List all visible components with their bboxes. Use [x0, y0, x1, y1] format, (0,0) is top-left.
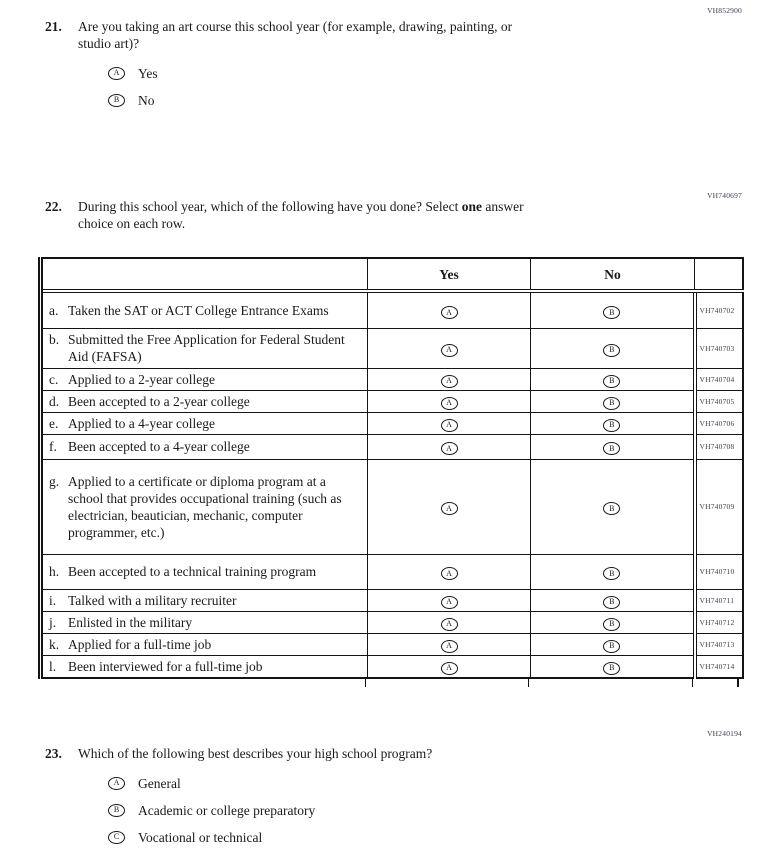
question-22	[45, 198, 638, 232]
row-letter: h.	[49, 564, 60, 579]
answer-bubble-b-icon[interactable]: B	[603, 419, 620, 432]
question-22-text-line2: choice on each row.	[78, 216, 186, 231]
question-21-text-line1: Are you taking an art course this school year (for example, drawing, painting, or	[78, 19, 513, 34]
table-row-g	[41, 459, 743, 554]
table-row-l	[41, 655, 743, 678]
table-row-b	[41, 328, 743, 368]
answer-bubble-a-icon[interactable]: A	[108, 67, 125, 80]
table-row-i	[41, 589, 743, 611]
table-row-e	[41, 412, 743, 434]
option-q21-no	[108, 91, 638, 109]
answer-bubble-a-icon[interactable]: A	[441, 640, 458, 653]
answer-bubble-b-icon[interactable]: B	[108, 804, 125, 817]
answer-bubble-b-icon[interactable]: B	[603, 596, 620, 609]
answer-bubble-b-icon[interactable]: B	[603, 344, 620, 357]
question-22-number: 22.	[45, 199, 62, 214]
row-code: VH740711	[695, 589, 743, 611]
question-22-text-bold: one	[461, 199, 482, 214]
row-text: Taken the SAT or ACT College Entrance Exams	[68, 302, 329, 318]
row-letter: e.	[49, 415, 59, 431]
answer-bubble-a-icon[interactable]: A	[441, 397, 458, 410]
option-q23-vocational	[108, 828, 638, 846]
answer-bubble-a-icon[interactable]: A	[441, 662, 458, 675]
row-letter: a.	[49, 302, 59, 318]
option-q23-general	[108, 774, 638, 792]
table-border-bleed	[365, 679, 366, 687]
answer-bubble-a-icon[interactable]: A	[441, 567, 458, 580]
answer-bubble-b-icon[interactable]: B	[603, 306, 620, 319]
answer-bubble-a-icon[interactable]: A	[441, 596, 458, 609]
question-21-number: 21.	[45, 19, 62, 34]
table-row-c	[41, 368, 743, 390]
row-code: VH740704	[695, 368, 743, 390]
table-row-j	[41, 611, 743, 633]
table-header-row	[41, 258, 743, 291]
row-text: Been accepted to a 2-year college	[68, 393, 250, 409]
option-q21-yes	[108, 64, 638, 82]
row-code: VH740712	[695, 611, 743, 633]
question-23-text-line1: Which of the following best describes your high school program?	[78, 746, 433, 761]
answer-bubble-b-icon[interactable]: B	[603, 442, 620, 455]
row-code: VH740708	[695, 434, 743, 459]
question-23	[45, 745, 638, 846]
question-22-text-post: answer	[482, 199, 524, 214]
row-letter: g.	[49, 473, 60, 489]
table-border-bleed	[692, 679, 693, 687]
row-text: Been accepted to a 4-year college	[68, 439, 250, 454]
answer-bubble-a-icon[interactable]: A	[441, 419, 458, 432]
row-text: Applied to a 4-year college	[68, 415, 215, 431]
answer-bubble-a-icon[interactable]: A	[441, 375, 458, 388]
header-stub-cell	[41, 258, 368, 291]
question-22-text	[78, 198, 638, 232]
row-text: Applied for a full-time job	[68, 636, 212, 652]
option-label: Academic or college preparatory	[138, 802, 316, 818]
option-label: General	[138, 775, 181, 791]
question-23-options	[78, 774, 638, 846]
row-text: Applied to a certificate or diploma program at a school that provides occupational training (such as electrician, beautician, mechanic, computer programmer, etc.)	[68, 473, 342, 540]
row-text: Talked with a military recruiter	[68, 592, 237, 608]
item-code-q21: VH852900	[707, 6, 742, 15]
table-row-f	[41, 434, 743, 459]
row-code: VH740702	[695, 291, 743, 328]
header-yes: Yes	[368, 258, 531, 291]
answer-bubble-b-icon[interactable]: B	[603, 567, 620, 580]
question-22-table	[38, 257, 740, 679]
option-q23-academic	[108, 801, 638, 819]
row-code: VH740713	[695, 633, 743, 655]
row-code: VH740714	[695, 655, 743, 678]
row-text: Applied to a 2-year college	[68, 371, 215, 387]
question-21-options	[78, 64, 638, 109]
question-22-text-line1	[78, 198, 638, 215]
question-21-text	[78, 18, 638, 52]
answer-bubble-b-icon[interactable]: B	[603, 375, 620, 388]
option-label: Vocational or technical	[138, 829, 263, 845]
question-21-text-line2: studio art)?	[78, 36, 140, 51]
table-row-d	[41, 390, 743, 412]
row-letter: k.	[49, 636, 60, 652]
answer-bubble-a-icon[interactable]: A	[441, 442, 458, 455]
row-letter: l.	[49, 658, 57, 674]
answer-bubble-a-icon[interactable]: A	[441, 502, 458, 515]
question-23-text	[78, 745, 638, 762]
table-row-a	[41, 291, 743, 328]
table-border-bleed	[737, 679, 739, 687]
answer-bubble-b-icon[interactable]: B	[603, 397, 620, 410]
row-code: VH740706	[695, 412, 743, 434]
answer-bubble-b-icon[interactable]: B	[603, 640, 620, 653]
row-text: Enlisted in the military	[68, 614, 193, 630]
header-code-cell	[695, 258, 743, 291]
header-no: No	[531, 258, 695, 291]
option-label: No	[138, 92, 155, 108]
table-border-bleed	[528, 679, 529, 687]
row-letter: i.	[49, 592, 57, 608]
answer-bubble-c-icon[interactable]: C	[108, 831, 125, 844]
option-label: Yes	[138, 65, 158, 81]
row-text: Submitted the Free Application for Federal Student Aid (FAFSA)	[68, 332, 345, 364]
question-23-number: 23.	[45, 746, 62, 761]
question-21	[45, 18, 638, 109]
answer-bubble-a-icon[interactable]: A	[441, 618, 458, 631]
row-letter: f.	[49, 439, 57, 454]
row-letter: d.	[49, 393, 60, 409]
item-code-q23: VH240194	[707, 729, 742, 738]
answer-bubble-a-icon[interactable]: A	[441, 306, 458, 319]
row-code: VH740703	[695, 328, 743, 368]
question-22-text-pre: During this school year, which of the following have you done? Select	[78, 199, 462, 214]
row-letter: c.	[49, 371, 59, 387]
row-code: VH740710	[695, 554, 743, 589]
answer-bubble-b-icon[interactable]: B	[603, 662, 620, 675]
row-letter: b.	[49, 332, 60, 347]
row-letter: j.	[49, 614, 57, 630]
row-text: Been interviewed for a full-time job	[68, 658, 263, 674]
answer-bubble-b-icon[interactable]: B	[108, 94, 125, 107]
item-code-q22: VH740697	[707, 191, 742, 200]
answer-bubble-a-icon[interactable]: A	[441, 344, 458, 357]
answer-bubble-a-icon[interactable]: A	[108, 777, 125, 790]
row-text: Been accepted to a technical training program	[68, 564, 317, 579]
answer-bubble-b-icon[interactable]: B	[603, 502, 620, 515]
row-code: VH740709	[695, 459, 743, 554]
table-row-h	[41, 554, 743, 589]
table-row-k	[41, 633, 743, 655]
row-code: VH740705	[695, 390, 743, 412]
answer-bubble-b-icon[interactable]: B	[603, 618, 620, 631]
